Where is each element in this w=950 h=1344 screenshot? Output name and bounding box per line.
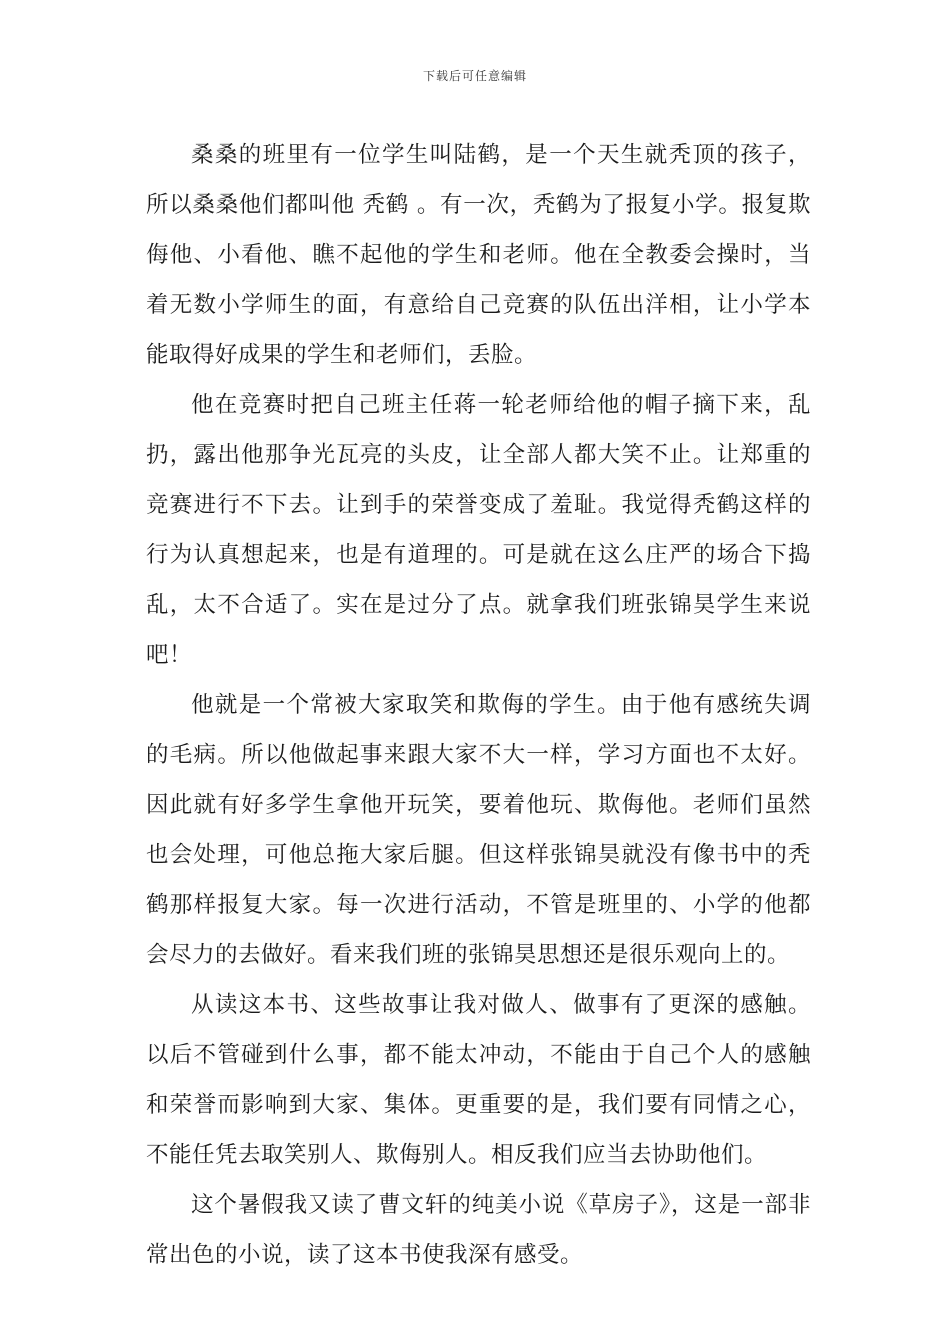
paragraph-2: 他在竞赛时把自己班主任蒋一轮老师给他的帽子摘下来，乱扔，露出他那争光瓦亮的头皮，让全部人都大笑不止。让郑重的竞赛进行不下去。让到手的荣誉变成了羞耻。我觉得秃鹤这样的行为认真想起来，也是有道理的。可是就在这么庄严的场合下捣乱，太不合适了。实在是过分了点。就拿我们班张锦昊学生来说吧！ <box>146 392 811 668</box>
body-text <box>146 130 811 1280</box>
paragraph-4: 从读这本书、这些故事让我对做人、做事有了更深的感触。以后不管碰到什么事，都不能太冲动，不能由于自己个人的感触和荣誉而影响到大家、集体。更重要的是，我们要有同情之心，不能任凭去取笑别人、欺侮别人。相反我们应当去协助他们。 <box>146 992 811 1168</box>
paragraph-5: 这个暑假我又读了曹文轩的纯美小说《草房子》，这是一部非常出色的小说，读了这本书使我深有感受。 <box>146 1192 811 1268</box>
header-note: 下载后可任意编辑 <box>422 69 527 83</box>
paragraph-1: 桑桑的班里有一位学生叫陆鹤，是一个天生就秃顶的孩子，所以桑桑他们都叫他 秃鹤 。有一次，秃鹤为了报复小学。报复欺侮他、小看他、瞧不起他的学生和老师。他在全教委会操时，当着无数小学师生的面，有意给自己竞赛的队伍出洋相，让小学本能取得好成果的学生和老师们，丢脸。 <box>146 142 811 368</box>
paragraph-3: 他就是一个常被大家取笑和欺侮的学生。由于他有感统失调的毛病。所以他做起事来跟大家不大一样，学习方面也不太好。因此就有好多学生拿他开玩笑，要着他玩、欺侮他。老师们虽然也会处理，可他总拖大家后腿。但这样张锦昊就没有像书中的秃鹤那样报复大家。每一次进行活动，不管是班里的、小学的他都会尽力的去做好。看来我们班的张锦昊思想还是很乐观向上的。 <box>146 692 811 968</box>
